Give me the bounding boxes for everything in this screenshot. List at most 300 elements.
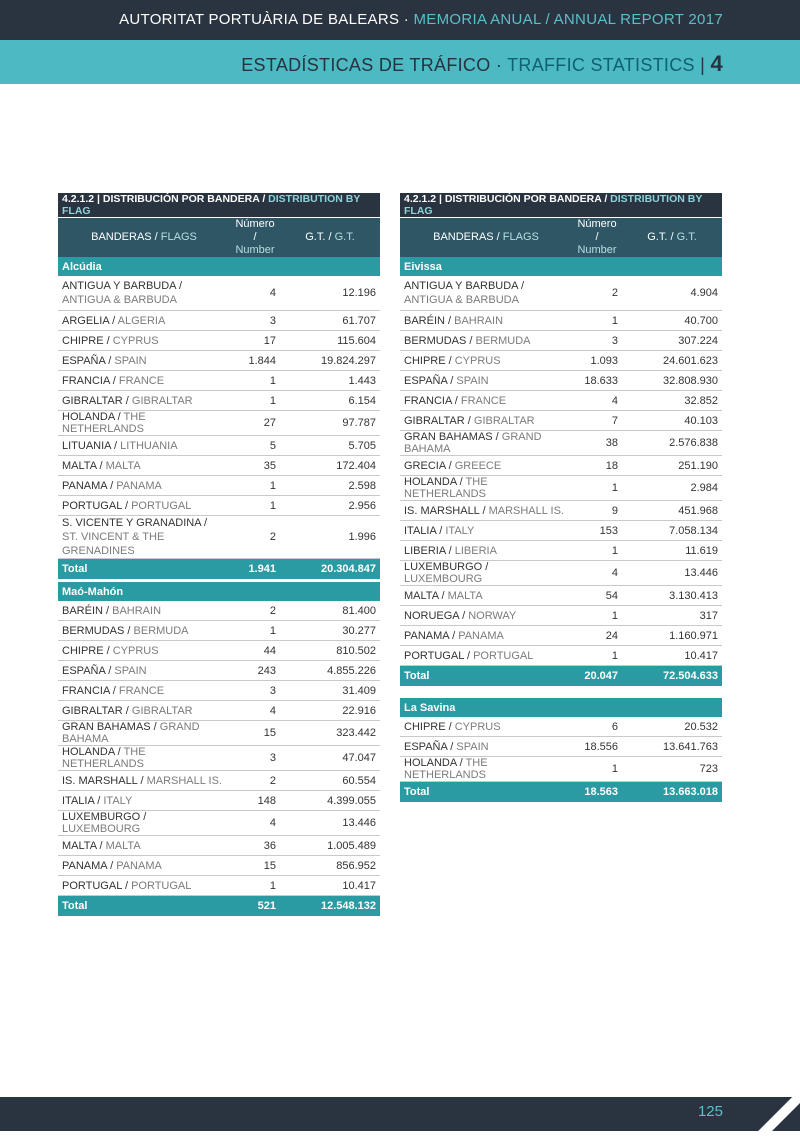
flag-name-es: IS. MARSHALL / <box>62 774 147 787</box>
table-row <box>400 371 722 391</box>
flag-name-es: CHIPRE / <box>62 644 113 657</box>
table-row <box>58 331 380 351</box>
flag-name-es: FRANCIA / <box>62 374 119 387</box>
flag-name-es: ANTIGUA Y BARBUDA / <box>62 280 183 292</box>
gt-cell: 10.417 <box>280 876 380 896</box>
flag-name-en: THE NETHERLANDS <box>404 476 488 500</box>
flag-name-es: ESPAÑA / <box>404 740 457 753</box>
flag-name-en: ANTIGUA & BARBUDA <box>62 294 177 306</box>
total-row <box>58 896 380 917</box>
flag-name-en: BERMUDA <box>475 334 531 347</box>
flag-name-en: PANAMA <box>116 859 162 872</box>
number-cell: 148 <box>230 791 280 811</box>
gt-cell: 3.130.413 <box>622 586 722 606</box>
table-row <box>58 391 380 411</box>
flag-cell <box>400 626 572 646</box>
flag-name-en: SPAIN <box>114 354 147 367</box>
gt-cell: 7.058.134 <box>622 521 722 541</box>
gt-cell: 172.404 <box>280 456 380 476</box>
flag-name-en: PORTUGAL <box>473 649 534 662</box>
table-row <box>58 721 380 746</box>
table-row <box>58 516 380 559</box>
table-row <box>58 276 380 311</box>
flag-name-en: LUXEMBOURG <box>62 823 141 835</box>
flag-cell <box>58 276 230 311</box>
gt-cell: 60.554 <box>280 771 380 791</box>
table-row <box>58 351 380 371</box>
column-header-row <box>58 218 380 258</box>
flag-name-en: ITALY <box>445 524 475 537</box>
table-lasavina <box>400 698 722 802</box>
flag-cell <box>58 331 230 351</box>
total-label: Total <box>400 782 572 803</box>
table-row <box>400 586 722 606</box>
flag-name-es: LUXEMBURGO / <box>62 811 147 823</box>
flag-name-es: GIBRALTAR / <box>404 414 474 427</box>
flag-cell <box>58 661 230 681</box>
flag-name-es: MALTA / <box>62 839 106 852</box>
gt-cell: 723 <box>622 757 722 782</box>
flag-cell <box>400 331 572 351</box>
gt-cell: 1.005.489 <box>280 836 380 856</box>
flag-name-en: MALTA <box>105 839 141 852</box>
flag-cell <box>400 606 572 626</box>
number-cell: 1.844 <box>230 351 280 371</box>
gt-cell: 32.852 <box>622 391 722 411</box>
number-cell: 18.556 <box>572 737 622 757</box>
flag-name-en: BAHRAIN <box>454 314 504 327</box>
number-cell: 1 <box>572 541 622 561</box>
gt-cell: 856.952 <box>280 856 380 876</box>
gt-cell: 323.442 <box>280 721 380 746</box>
number-cell: 153 <box>572 521 622 541</box>
column-header-row <box>400 218 722 258</box>
flag-name-es: MALTA / <box>62 459 106 472</box>
gt-cell: 19.824.297 <box>280 351 380 371</box>
flag-name-es: PORTUGAL / <box>62 879 132 892</box>
flag-name-es: PORTUGAL / <box>404 649 474 662</box>
flag-cell <box>58 876 230 896</box>
col-number-header: Número / Number <box>230 218 280 258</box>
flag-name-es: GRECIA / <box>404 459 455 472</box>
flag-name-es: S. VICENTE Y GRANADINA / <box>62 517 208 529</box>
flag-name-en: GIBRALTAR <box>131 394 193 407</box>
total-number: 521 <box>230 896 280 917</box>
flag-name-es: LIBERIA / <box>404 544 455 557</box>
flag-cell <box>400 541 572 561</box>
flag-name-en: ALGERIA <box>117 314 166 327</box>
number-cell: 1 <box>230 621 280 641</box>
table-title-row <box>400 193 722 218</box>
section-number: 4 <box>710 51 723 76</box>
total-label: Total <box>58 559 230 580</box>
flag-name-en: ST. VINCENT & THE GRENADINES <box>62 531 165 557</box>
flag-cell <box>400 276 572 311</box>
number-cell: 1 <box>230 496 280 516</box>
page-number: 125 <box>697 1103 723 1120</box>
flag-cell <box>58 641 230 661</box>
flag-cell <box>400 757 572 782</box>
total-label: Total <box>58 896 230 917</box>
flag-name-en: GRAND BAHAMA <box>404 431 542 455</box>
gt-cell: 2.956 <box>280 496 380 516</box>
gt-cell: 2.984 <box>622 476 722 501</box>
flag-name-es: CHIPRE / <box>62 334 113 347</box>
flag-name-es: PANAMA / <box>404 629 459 642</box>
table-mahon <box>58 582 380 916</box>
gt-cell: 32.808.930 <box>622 371 722 391</box>
section-band <box>0 40 800 84</box>
footer-stripe <box>750 1091 800 1137</box>
flag-name-es: HOLANDA / <box>404 757 466 769</box>
flag-cell <box>58 721 230 746</box>
total-gt: 13.663.018 <box>622 782 722 803</box>
col-flags-header: BANDERAS / FLAGS <box>58 218 230 258</box>
flag-name-es: BERMUDAS / <box>404 334 476 347</box>
number-cell: 2 <box>230 516 280 559</box>
flag-name-en: ITALY <box>103 794 133 807</box>
gt-cell: 11.619 <box>622 541 722 561</box>
table-title <box>58 193 380 218</box>
gt-cell: 1.160.971 <box>622 626 722 646</box>
flag-name-es: GRAN BAHAMAS / <box>404 431 502 443</box>
table-row <box>400 737 722 757</box>
flag-name-en: PANAMA <box>116 479 162 492</box>
table-row <box>58 456 380 476</box>
table-alcudia <box>58 193 380 579</box>
flag-name-es: PANAMA / <box>62 479 117 492</box>
number-cell: 6 <box>572 717 622 737</box>
flag-cell <box>58 621 230 641</box>
number-cell: 27 <box>230 411 280 436</box>
gt-cell: 2.576.838 <box>622 431 722 456</box>
flag-name-es: FRANCIA / <box>62 684 119 697</box>
total-number: 1.941 <box>230 559 280 580</box>
table-title-row <box>58 193 380 218</box>
number-cell: 17 <box>230 331 280 351</box>
flag-cell <box>58 456 230 476</box>
gt-cell: 307.224 <box>622 331 722 351</box>
number-cell: 1.093 <box>572 351 622 371</box>
table-row <box>58 436 380 456</box>
flag-name-en: SPAIN <box>114 664 147 677</box>
table-row <box>58 496 380 516</box>
flag-cell <box>58 856 230 876</box>
number-cell: 18.633 <box>572 371 622 391</box>
flag-cell <box>400 586 572 606</box>
flag-name-en: MALTA <box>105 459 141 472</box>
table-row <box>58 791 380 811</box>
number-cell: 1 <box>230 391 280 411</box>
table-row <box>400 456 722 476</box>
top-header-bar <box>0 0 800 40</box>
table-row <box>400 311 722 331</box>
flag-name-en: CYPRUS <box>454 720 501 733</box>
flag-cell <box>58 371 230 391</box>
number-cell: 9 <box>572 501 622 521</box>
port-name-row <box>58 582 380 601</box>
flag-cell <box>400 371 572 391</box>
table-title-en: DISTRIBUTION BY FLAG <box>404 193 703 217</box>
number-cell: 15 <box>230 721 280 746</box>
gt-cell: 251.190 <box>622 456 722 476</box>
flag-name-es: ESPAÑA / <box>404 374 457 387</box>
table-row <box>400 561 722 586</box>
flag-name-es: ITALIA / <box>62 794 104 807</box>
flag-cell <box>58 701 230 721</box>
port-name-row <box>400 257 722 276</box>
annual-report-label: ANNUAL REPORT 2017 <box>553 11 723 28</box>
table-row <box>58 856 380 876</box>
number-cell: 18 <box>572 456 622 476</box>
flag-name-en: BAHRAIN <box>112 604 162 617</box>
table-row <box>400 331 722 351</box>
table-row <box>58 411 380 436</box>
flag-name-es: MALTA / <box>404 589 448 602</box>
table-row <box>400 626 722 646</box>
number-cell: 1 <box>572 606 622 626</box>
table-row <box>400 276 722 311</box>
flag-name-en: PORTUGAL <box>131 499 192 512</box>
total-label: Total <box>400 666 572 687</box>
flag-name-en: LUXEMBOURG <box>404 573 483 585</box>
flag-cell <box>400 411 572 431</box>
flag-cell <box>400 351 572 371</box>
table-row <box>58 811 380 836</box>
number-cell: 4 <box>230 276 280 311</box>
table-row <box>400 521 722 541</box>
flag-name-es: CHIPRE / <box>404 720 455 733</box>
flag-name-en: LIBERIA <box>454 544 497 557</box>
flag-cell <box>58 791 230 811</box>
flag-cell <box>58 811 230 836</box>
org-name: AUTORITAT PORTUÀRIA DE BALEARS <box>119 11 400 28</box>
flag-name-en: MARSHALL IS. <box>488 504 564 517</box>
number-cell: 15 <box>230 856 280 876</box>
number-cell: 4 <box>230 811 280 836</box>
flag-cell <box>400 501 572 521</box>
table-row <box>58 701 380 721</box>
flag-name-es: ESPAÑA / <box>62 354 115 367</box>
table-row <box>400 391 722 411</box>
flag-name-en: CYPRUS <box>112 334 159 347</box>
number-cell: 3 <box>230 311 280 331</box>
gt-cell: 40.103 <box>622 411 722 431</box>
gt-cell: 4.855.226 <box>280 661 380 681</box>
flag-cell <box>400 561 572 586</box>
flag-name-en: GRAND BAHAMA <box>62 721 200 745</box>
number-cell: 1 <box>230 876 280 896</box>
gt-cell: 47.047 <box>280 746 380 771</box>
table-row <box>400 717 722 737</box>
number-cell: 4 <box>572 561 622 586</box>
table-row <box>58 311 380 331</box>
flag-name-en: SPAIN <box>456 374 489 387</box>
table-title <box>400 193 722 218</box>
flag-cell <box>58 836 230 856</box>
number-cell: 24 <box>572 626 622 646</box>
number-cell: 2 <box>230 771 280 791</box>
flag-name-es: GIBRALTAR / <box>62 704 132 717</box>
table-row <box>58 836 380 856</box>
table-title-es: 4.2.1.2 | DISTRIBUCIÓN POR BANDERA / <box>62 193 269 205</box>
number-cell: 1 <box>572 476 622 501</box>
flag-name-en: THE NETHERLANDS <box>404 757 488 781</box>
total-row <box>58 559 380 580</box>
flag-name-en: FRANCE <box>460 394 507 407</box>
table-row <box>58 746 380 771</box>
port-name-row <box>400 698 722 717</box>
number-cell: 1 <box>572 311 622 331</box>
flag-name-es: LITUANIA / <box>62 439 121 452</box>
number-cell: 2 <box>572 276 622 311</box>
gt-cell: 317 <box>622 606 722 626</box>
number-cell: 7 <box>572 411 622 431</box>
gt-cell: 4.399.055 <box>280 791 380 811</box>
flag-name-en: THE NETHERLANDS <box>62 411 146 435</box>
flag-name-en: BERMUDA <box>133 624 189 637</box>
flag-cell <box>400 737 572 757</box>
number-cell: 38 <box>572 431 622 456</box>
flag-name-es: BARÉIN / <box>404 314 455 327</box>
gt-cell: 13.446 <box>622 561 722 586</box>
flag-name-en: FRANCE <box>118 684 165 697</box>
number-cell: 1 <box>572 757 622 782</box>
flag-cell <box>400 521 572 541</box>
table-eivissa <box>400 193 722 686</box>
flag-cell <box>58 311 230 331</box>
table-row <box>58 771 380 791</box>
flag-name-es: ARGELIA / <box>62 314 118 327</box>
table-row <box>58 641 380 661</box>
table-row <box>400 501 722 521</box>
flag-name-es: NORUEGA / <box>404 609 469 622</box>
gt-cell: 97.787 <box>280 411 380 436</box>
col-number-header: Número / Number <box>572 218 622 258</box>
table-row <box>400 431 722 456</box>
table-row <box>400 411 722 431</box>
table-title-en: DISTRIBUTION BY FLAG <box>62 193 361 217</box>
flag-name-en: ANTIGUA & BARBUDA <box>404 294 519 306</box>
number-cell: 2 <box>230 601 280 621</box>
flag-name-en: CYPRUS <box>454 354 501 367</box>
table-row <box>400 351 722 371</box>
flag-cell <box>58 681 230 701</box>
gt-cell: 30.277 <box>280 621 380 641</box>
flag-cell <box>58 411 230 436</box>
flag-name-es: ESPAÑA / <box>62 664 115 677</box>
gt-cell: 1.996 <box>280 516 380 559</box>
port-name-row <box>58 257 380 276</box>
gt-cell: 115.604 <box>280 331 380 351</box>
flag-name-en: LITHUANIA <box>120 439 178 452</box>
flag-cell <box>400 456 572 476</box>
flag-name-en: GIBRALTAR <box>131 704 193 717</box>
flag-name-en: SPAIN <box>456 740 489 753</box>
total-row <box>400 782 722 803</box>
flag-name-en: NORWAY <box>468 609 517 622</box>
total-number: 18.563 <box>572 782 622 803</box>
gt-cell: 5.705 <box>280 436 380 456</box>
flag-cell <box>58 601 230 621</box>
table-row <box>58 601 380 621</box>
flag-cell <box>58 516 230 559</box>
col-gt-header: G.T. / G.T. <box>622 218 722 258</box>
gt-cell: 61.707 <box>280 311 380 331</box>
gt-cell: 6.154 <box>280 391 380 411</box>
port-name: Alcúdia <box>58 257 380 276</box>
total-number: 20.047 <box>572 666 622 687</box>
gt-cell: 10.417 <box>622 646 722 666</box>
gt-cell: 451.968 <box>622 501 722 521</box>
gt-cell: 13.446 <box>280 811 380 836</box>
gt-cell: 31.409 <box>280 681 380 701</box>
header-dot: · <box>399 11 414 28</box>
flag-name-es: GRAN BAHAMAS / <box>62 721 160 733</box>
gt-cell: 13.641.763 <box>622 737 722 757</box>
flag-name-es: IS. MARSHALL / <box>404 504 489 517</box>
number-cell: 35 <box>230 456 280 476</box>
flag-name-es: ANTIGUA Y BARBUDA / <box>404 280 525 292</box>
gt-cell: 24.601.623 <box>622 351 722 371</box>
flag-cell <box>400 717 572 737</box>
table-row <box>400 476 722 501</box>
flag-name-en: THE NETHERLANDS <box>62 746 146 770</box>
number-cell: 36 <box>230 836 280 856</box>
flag-name-en: PANAMA <box>458 629 504 642</box>
gt-cell: 81.400 <box>280 601 380 621</box>
number-cell: 1 <box>572 646 622 666</box>
col-flags-header: BANDERAS / FLAGS <box>400 218 572 258</box>
number-cell: 1 <box>230 371 280 391</box>
port-name: Maó-Mahón <box>58 582 380 601</box>
gt-cell: 22.916 <box>280 701 380 721</box>
number-cell: 4 <box>572 391 622 411</box>
port-name: Eivissa <box>400 257 722 276</box>
table-row <box>58 476 380 496</box>
memoria-label: MEMORIA ANUAL / <box>413 11 554 28</box>
flag-cell <box>58 436 230 456</box>
table-row <box>58 371 380 391</box>
flag-name-es: FRANCIA / <box>404 394 461 407</box>
gt-cell: 12.196 <box>280 276 380 311</box>
flag-cell <box>400 476 572 501</box>
number-cell: 44 <box>230 641 280 661</box>
flag-name-en: MARSHALL IS. <box>146 774 222 787</box>
gt-cell: 2.598 <box>280 476 380 496</box>
flag-cell <box>58 496 230 516</box>
flag-cell <box>58 351 230 371</box>
flag-cell <box>58 746 230 771</box>
flag-name-es: PANAMA / <box>62 859 117 872</box>
footer-bar <box>0 1097 800 1131</box>
flag-cell <box>400 311 572 331</box>
gt-cell: 40.700 <box>622 311 722 331</box>
total-gt: 20.304.847 <box>280 559 380 580</box>
table-row <box>58 876 380 896</box>
flag-name-en: GREECE <box>454 459 502 472</box>
flag-name-en: MALTA <box>447 589 483 602</box>
col-gt-header: G.T. / G.T. <box>280 218 380 258</box>
table-row <box>400 757 722 782</box>
number-cell: 5 <box>230 436 280 456</box>
number-cell: 3 <box>230 746 280 771</box>
flag-cell <box>400 431 572 456</box>
table-row <box>58 621 380 641</box>
flag-name-en: PORTUGAL <box>131 879 192 892</box>
flag-name-es: LUXEMBURGO / <box>404 561 489 573</box>
flag-name-es: PORTUGAL / <box>62 499 132 512</box>
